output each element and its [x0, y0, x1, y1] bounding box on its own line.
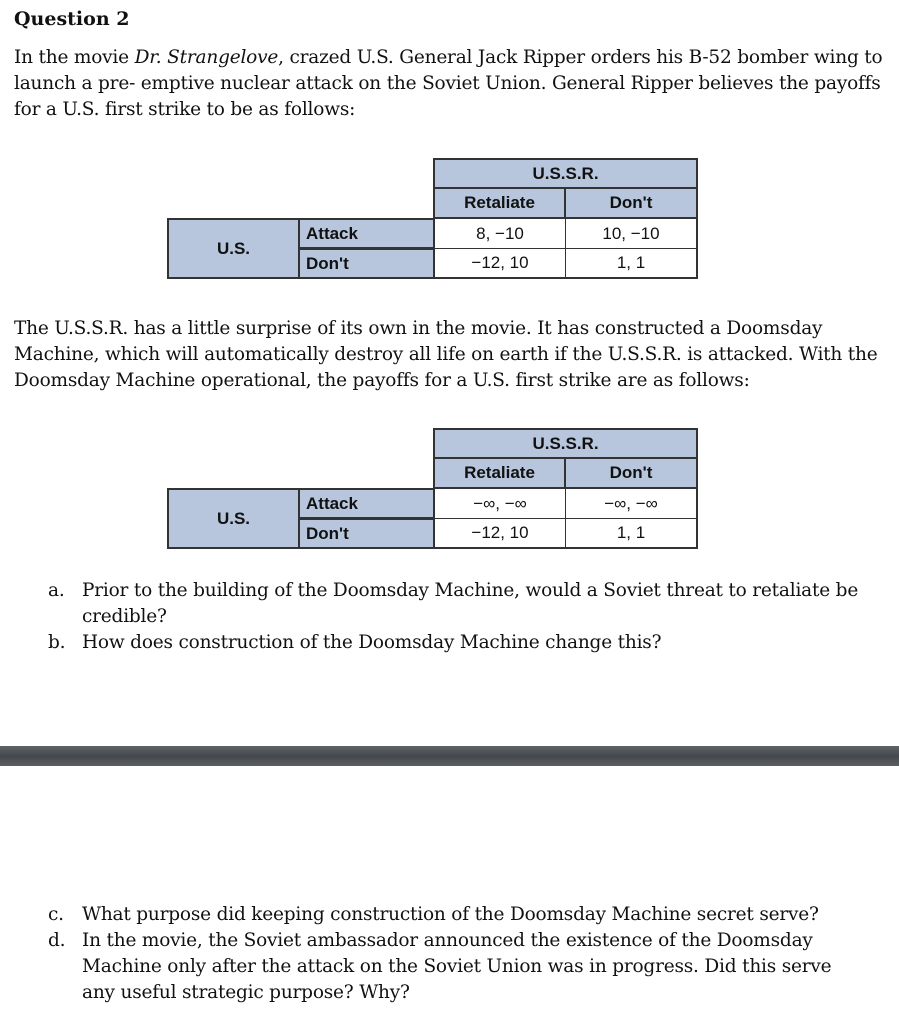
list-item — [48, 630, 868, 656]
column-strategy-dont: Don't — [564, 459, 698, 489]
item-text: In the movie, the Soviet ambassador announced the existence of the Doomsday Machine only after the attack on the Soviet Union was in progress. Did this serve any useful strategic purpose? Why? — [82, 930, 832, 1003]
payoff-matrix-2 — [167, 428, 698, 549]
list-item — [48, 578, 868, 630]
payoff-cell: −∞, −∞ — [565, 488, 698, 519]
item-text: What purpose did keeping construction of the Doomsday Machine secret serve? — [82, 904, 819, 925]
column-strategy-dont: Don't — [564, 189, 698, 219]
row-strategy-dont: Don't — [298, 518, 435, 549]
column-player-label: U.S.S.R. — [433, 158, 698, 189]
column-strategy-retaliate: Retaliate — [433, 459, 566, 489]
payoff-cell: −12, 10 — [433, 248, 566, 279]
movie-title: Dr. Strangelove — [134, 47, 279, 68]
row-strategy-attack: Attack — [298, 488, 435, 519]
intro-paragraph — [14, 45, 884, 123]
row-player-label: U.S. — [167, 488, 300, 549]
row-strategy-attack: Attack — [298, 218, 435, 249]
item-label: b. — [48, 632, 66, 653]
question-parts-c-d — [48, 902, 868, 1006]
question-parts-a-b — [48, 578, 868, 656]
doomsday-paragraph: The U.S.S.R. has a little surprise of its own in the movie. It has constructed a Doomsday Machine, which will automatically destroy all life on earth if the U.S.S.R. is attacked. With the Doomsday Machine operational, the payoffs for a U.S. first strike are as follows: — [14, 318, 878, 391]
row-player-label: U.S. — [167, 218, 300, 279]
intro-text-end: , crazed U.S. General Jack Ripper orders his B-52 bomber wing to launch a pre- emptive nuclear attack on the Soviet Union. General Ripper believes the payoffs for a U.S. first strike to be as follows: — [14, 47, 883, 120]
intro-text-start: In the movie — [14, 47, 135, 68]
payoff-cell: 1, 1 — [565, 248, 698, 279]
payoff-cell: 1, 1 — [565, 518, 698, 549]
payoff-cell: −∞, −∞ — [433, 488, 566, 519]
list-item — [48, 902, 868, 928]
payoff-cell: 8, −10 — [433, 218, 566, 249]
question-title: Question 2 — [14, 8, 130, 30]
page-divider — [0, 746, 899, 766]
item-text: How does construction of the Doomsday Machine change this? — [82, 632, 662, 653]
item-label: a. — [48, 580, 65, 601]
list-item — [48, 928, 868, 1006]
item-label: d. — [48, 930, 66, 951]
item-text: Prior to the building of the Doomsday Machine, would a Soviet threat to retaliate be credible? — [82, 580, 859, 627]
payoff-cell: 10, −10 — [565, 218, 698, 249]
payoff-cell: −12, 10 — [433, 518, 566, 549]
payoff-matrix-1 — [167, 158, 698, 279]
item-label: c. — [48, 904, 64, 925]
row-strategy-dont: Don't — [298, 248, 435, 279]
column-strategy-retaliate: Retaliate — [433, 189, 566, 219]
column-player-label: U.S.S.R. — [433, 428, 698, 459]
